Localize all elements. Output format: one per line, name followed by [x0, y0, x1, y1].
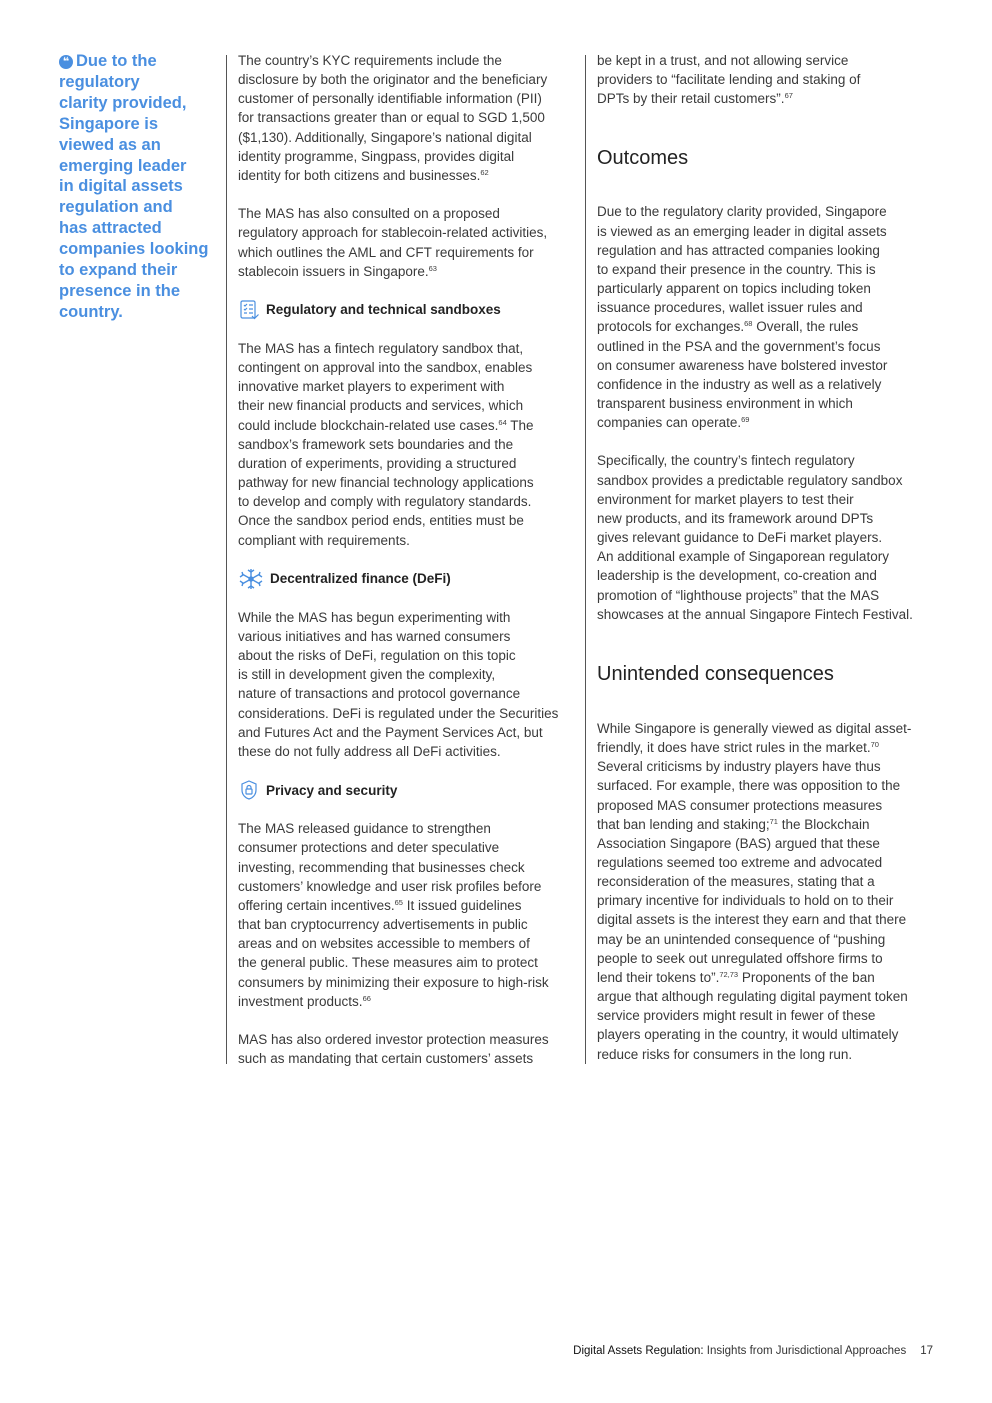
- text-line: which outlines the AML and CFT requirements for: [238, 244, 534, 260]
- paragraph-investor-protection: [238, 1030, 578, 1068]
- text-fragment: investment products.: [238, 993, 363, 1009]
- text-line: While the MAS has begun experimenting with: [238, 609, 511, 625]
- pull-quote-line: viewed as an: [59, 135, 161, 154]
- text-line: The MAS released guidance to strengthen: [238, 821, 491, 837]
- text-line: such as mandating that certain customers’ assets: [238, 1051, 534, 1067]
- footnote-ref[interactable]: 67: [784, 91, 793, 101]
- footnote-ref[interactable]: 64: [498, 417, 507, 427]
- paragraph-trust: [597, 51, 937, 108]
- text-line: MAS has also ordered investor protection measures: [238, 1031, 549, 1047]
- text-line: [597, 738, 937, 757]
- text-line: Specifically, the country’s fintech regulatory: [597, 453, 855, 469]
- text-line: compliant with requirements.: [238, 532, 410, 548]
- text-line: [238, 262, 578, 281]
- text-line: [238, 896, 578, 915]
- pull-quote-line: Due to the: [76, 52, 157, 70]
- text-line: outlined in the PSA and the government’s focus: [597, 338, 881, 354]
- text-line: pathway for new financial technology applications: [238, 475, 534, 491]
- text-line: While Singapore is generally viewed as digital asset-: [597, 720, 912, 736]
- text-line: consumer protections and deter speculative: [238, 840, 500, 856]
- text-line: reduce risks for consumers in the long run.: [597, 1046, 853, 1062]
- text-line: leadership is the development, co-creation and: [597, 568, 877, 584]
- text-line: [597, 317, 937, 336]
- text-line: proposed MAS consumer protections measures: [597, 797, 883, 813]
- body-column-middle: [238, 51, 578, 1087]
- text-line: consumers by minimizing their exposure to high-risk: [238, 974, 549, 990]
- text-line: ($1,130). Additionally, Singapore’s national digital: [238, 129, 532, 145]
- text-line: is still in development given the complexity,: [238, 667, 496, 683]
- pull-quote-line: in digital assets: [59, 177, 183, 196]
- heading-unintended-consequences: Unintended consequences: [597, 662, 834, 685]
- text-line: providers to “facilitate lending and staking of: [597, 72, 861, 88]
- text-line: The MAS has a fintech regulatory sandbox that,: [238, 341, 524, 356]
- text-fragment: lend their tokens to”.: [597, 969, 720, 985]
- text-line: gives relevant guidance to DeFi market players.: [597, 530, 883, 546]
- pull-quote-line: companies looking: [59, 240, 209, 259]
- paragraph-sandbox: [238, 339, 578, 550]
- text-line: An additional example of Singaporean regulatory: [597, 549, 889, 565]
- text-line: be kept in a trust, and not allowing service: [597, 53, 849, 68]
- text-line: customers’ knowledge and user risk profiles before: [238, 878, 542, 894]
- footnote-ref[interactable]: 72,73: [719, 969, 739, 979]
- body-column-right: [597, 51, 937, 1083]
- footnote-ref[interactable]: 65: [394, 897, 403, 907]
- paragraph-kyc: [238, 51, 578, 185]
- text-fragment: identity for both citizens and businesses.: [238, 167, 481, 183]
- text-line: sandbox’s framework sets boundaries and the: [238, 436, 514, 452]
- text-line: surfaced. For example, there was opposition to the: [597, 778, 901, 794]
- text-fragment: protocols for exchanges.: [597, 319, 745, 335]
- footnote-ref[interactable]: 68: [744, 319, 753, 329]
- text-line: regulations seemed too extreme and advocated: [597, 854, 883, 870]
- text-line: may be an unintended consequence of “pushing: [597, 931, 886, 947]
- text-line: service providers might result in fewer of these: [597, 1008, 876, 1024]
- pull-quote-line: clarity provided,: [59, 93, 187, 112]
- text-line: argue that although regulating digital payment token: [597, 989, 908, 1005]
- text-line: [597, 89, 937, 108]
- text-fragment: friendly, it does have strict rules in the market.: [597, 740, 871, 756]
- pull-quote-line: regulation and: [59, 198, 173, 217]
- subheading-defi: Decentralized finance (DeFi): [238, 569, 578, 589]
- text-line: for transactions greater than or equal to SGD 1,500: [238, 110, 545, 126]
- text-fragment: DPTs by their retail customers”.: [597, 91, 785, 107]
- text-line: digital assets is the interest they earn and that there: [597, 912, 907, 928]
- pull-quote-line: emerging leader: [59, 156, 187, 175]
- text-line: contingent on approval into the sandbox, enables: [238, 360, 533, 376]
- pull-quote-line: has attracted: [59, 219, 162, 238]
- text-line: Association Singapore (BAS) argued that these: [597, 835, 880, 851]
- text-line: particularly apparent on topics including token: [597, 281, 871, 297]
- paragraph-privacy: [238, 819, 578, 1011]
- text-fragment: Overall, the rules: [752, 319, 859, 335]
- text-line: customer of personally identifiable information (PII): [238, 91, 542, 107]
- text-line: these do not fully address all DeFi activities.: [238, 743, 501, 759]
- text-line: duration of experiments, providing a structured: [238, 455, 517, 471]
- paragraph-stablecoin: [238, 204, 578, 281]
- text-fragment: The: [506, 417, 534, 433]
- text-fragment: companies can operate.: [597, 415, 742, 431]
- text-line: [597, 413, 937, 432]
- text-fragment: offering certain incentives.: [238, 897, 395, 913]
- text-fragment: could include blockchain-related use cases.: [238, 417, 499, 433]
- text-line: [597, 968, 937, 987]
- text-fragment: stablecoin issuers in Singapore.: [238, 263, 429, 279]
- footnote-ref[interactable]: 62: [480, 167, 489, 177]
- text-line: Several criticisms by industry players have thus: [597, 759, 881, 775]
- paragraph-defi: [238, 608, 578, 761]
- quote-icon: ❝: [59, 55, 73, 69]
- footnote-ref[interactable]: 69: [741, 415, 750, 425]
- pull-quote-line: country.: [59, 302, 123, 321]
- text-line: [238, 416, 578, 435]
- footer-title-bold: Digital Assets Regulation:: [573, 1345, 704, 1357]
- pull-quote-line: Singapore is: [59, 114, 159, 133]
- text-line: issuance procedures, wallet issuer rules and: [597, 300, 863, 316]
- text-line: various initiatives and has warned consumers: [238, 629, 511, 645]
- text-line: players operating in the country, it would ultimately: [597, 1027, 899, 1043]
- page-number: 17: [920, 1345, 933, 1357]
- text-line: regulatory approach for stablecoin-related activities,: [238, 225, 548, 241]
- text-fragment: Proponents of the ban: [738, 969, 875, 985]
- text-line: Due to the regulatory clarity provided, Singapore: [597, 204, 887, 220]
- text-line: [597, 815, 937, 834]
- text-line: nature of transactions and protocol governance: [238, 686, 521, 702]
- text-line: considerations. DeFi is regulated under the Securities: [238, 705, 559, 721]
- text-line: transparent business environment in which: [597, 396, 853, 412]
- text-line: people to seek out unregulated offshore firms to: [597, 950, 883, 966]
- text-line: the general public. These measures aim to protect: [238, 955, 538, 971]
- text-fragment: It issued guidelines: [402, 897, 522, 913]
- footer-title-rest: Insights from Jurisdictional Approaches: [703, 1345, 907, 1357]
- text-line: [238, 166, 578, 185]
- text-line: reconsideration of the measures, stating that a: [597, 874, 875, 890]
- subheading-privacy: Privacy and security: [238, 780, 578, 800]
- pull-quote-line: regulatory: [59, 72, 140, 91]
- text-fragment: the Blockchain: [777, 816, 870, 832]
- subheading-sandboxes: Regulatory and technical sandboxes: [238, 300, 578, 320]
- column-divider: [585, 55, 586, 1064]
- text-line: new products, and its framework around DPTs: [597, 510, 874, 526]
- footnote-ref[interactable]: 70: [870, 740, 879, 750]
- text-line: confidence in the industry as well as a relatively: [597, 376, 882, 392]
- page-footer: [573, 1345, 933, 1357]
- text-line: The MAS has also consulted on a proposed: [238, 206, 500, 222]
- text-line: promotion of “lighthouse projects” that the MAS: [597, 587, 880, 603]
- text-line: on consumer awareness have bolstered investor: [597, 357, 888, 373]
- text-line: primary incentive for individuals to hold on to their: [597, 893, 894, 909]
- text-line: identity programme, Singpass, provides digital: [238, 148, 515, 164]
- text-fragment: that ban lending and staking;: [597, 816, 770, 832]
- text-line: and Futures Act and the Payment Services Act, but: [238, 724, 543, 740]
- checklist-icon: [238, 299, 260, 321]
- footnote-ref[interactable]: 71: [769, 816, 778, 826]
- footnote-ref[interactable]: 63: [428, 263, 437, 273]
- text-line: about the risks of DeFi, regulation on this topic: [238, 648, 516, 664]
- shield-lock-icon: [238, 779, 260, 801]
- text-line: to expand their presence in the country. This is: [597, 261, 876, 277]
- text-line: environment for market players to test their: [597, 491, 854, 507]
- pull-quote: [59, 51, 217, 323]
- text-line: innovative market players to experiment with: [238, 379, 505, 395]
- text-line: Once the sandbox period ends, entities must be: [238, 513, 524, 529]
- column-divider: [226, 55, 227, 1064]
- text-line: areas and on websites accessible to members of: [238, 936, 530, 952]
- text-line: their new financial products and services, which: [238, 398, 524, 414]
- text-line: to develop and comply with regulatory standards.: [238, 494, 532, 510]
- paragraph-unintended: [597, 719, 937, 1064]
- text-line: is viewed as an emerging leader in digital assets: [597, 223, 887, 239]
- pull-quote-line: to expand their: [59, 261, 178, 280]
- text-line: The country’s KYC requirements include the: [238, 53, 502, 68]
- footnote-ref[interactable]: 66: [362, 993, 371, 1003]
- text-line: sandbox provides a predictable regulatory sandbox: [597, 472, 903, 488]
- text-line: [238, 992, 578, 1011]
- text-line: showcases at the annual Singapore Fintech Festival.: [597, 606, 913, 622]
- paragraph-outcomes: [597, 202, 937, 432]
- text-line: disclosure by both the originator and the beneficiary: [238, 72, 548, 88]
- pull-quote-line: presence in the: [59, 281, 181, 300]
- snowflake-network-icon: [238, 568, 264, 590]
- text-line: that ban cryptocurrency advertisements in public: [238, 917, 528, 933]
- heading-outcomes: Outcomes: [597, 147, 689, 170]
- text-line: regulation and has attracted companies looking: [597, 242, 880, 258]
- text-line: investing, recommending that businesses check: [238, 859, 525, 875]
- paragraph-sandbox-outcomes: [597, 451, 937, 623]
